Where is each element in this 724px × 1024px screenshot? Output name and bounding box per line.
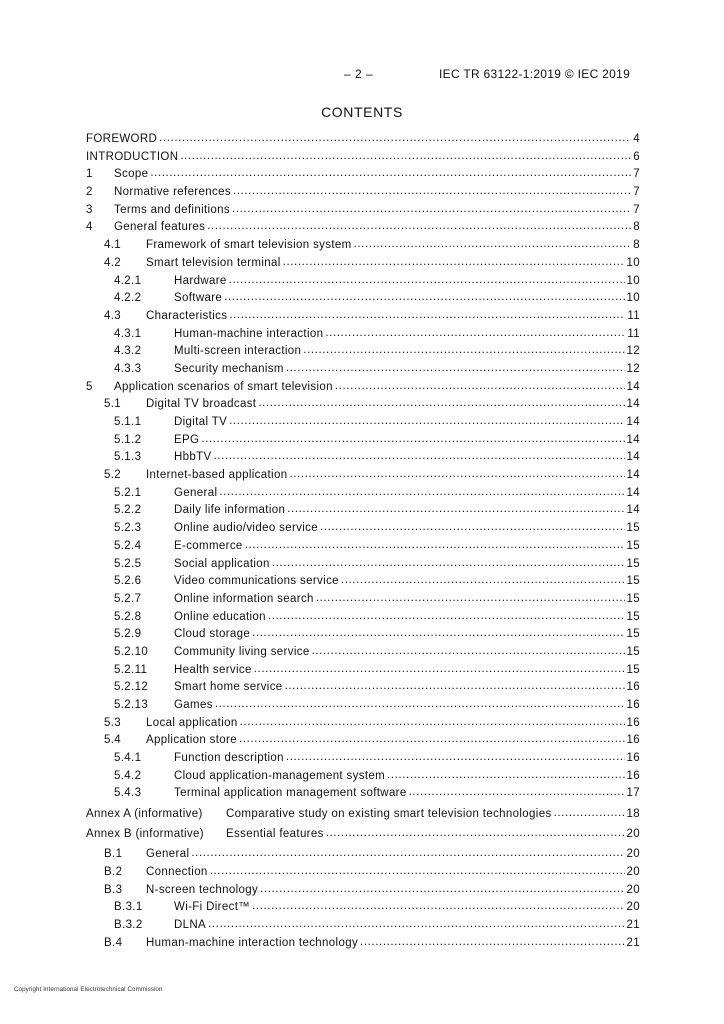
toc-entry-title: HbbTV: [174, 451, 212, 464]
toc-entry[interactable]: [86, 732, 640, 750]
toc-entry-title: Application scenarios of smart television: [114, 380, 333, 393]
dot-leader: [215, 696, 625, 714]
toc-entry-page: 15: [626, 663, 640, 676]
dot-leader: [326, 825, 625, 843]
toc-entry-title: Online audio/video service: [174, 522, 318, 535]
toc-entry-page: 21: [626, 919, 640, 932]
toc-entry-title: Software: [174, 292, 223, 305]
toc-entry[interactable]: [86, 131, 640, 149]
toc-entry-number: 4: [86, 221, 93, 234]
toc-entry-page: 12: [626, 345, 640, 358]
toc-entry[interactable]: [86, 846, 640, 864]
toc-entry[interactable]: [86, 697, 640, 715]
dot-leader: [219, 484, 624, 502]
dot-leader: [409, 784, 625, 802]
toc-entry-title: Human-machine interaction technology: [146, 936, 359, 949]
toc-entry[interactable]: [86, 273, 640, 291]
dot-leader: [268, 608, 625, 626]
dot-leader: [254, 661, 625, 679]
toc-entry-page: 15: [626, 610, 640, 623]
toc-entry-number: Annex A (informative): [86, 807, 203, 820]
dot-leader: [303, 342, 624, 360]
toc-entry-number: 4.3.3: [114, 362, 142, 375]
toc-entry-title: Social application: [174, 557, 270, 570]
dot-leader: [180, 148, 631, 166]
toc-entry-page: 11: [627, 327, 640, 340]
toc-entry-page: 15: [626, 645, 640, 658]
toc-entry-number: 5.2.11: [114, 663, 148, 676]
toc-entry[interactable]: [86, 255, 640, 273]
toc-entry[interactable]: [86, 432, 640, 450]
toc-entry[interactable]: [86, 768, 640, 786]
toc-entry-page: 18: [626, 807, 640, 820]
toc-entry-title: Framework of smart television system: [146, 239, 352, 252]
toc-entry-number: 5.2.5: [114, 557, 142, 570]
toc-entry-title: Community living service: [174, 645, 310, 658]
dot-leader: [286, 749, 625, 767]
dot-leader: [229, 307, 625, 325]
toc-entry-number: 5.2.1: [114, 486, 142, 499]
toc-entry-number: 5.4.2: [114, 769, 142, 782]
toc-entry-page: 17: [626, 787, 640, 800]
toc-entry-page: 14: [626, 504, 640, 517]
toc-entry[interactable]: [86, 166, 640, 184]
dot-leader: [201, 431, 624, 449]
toc-entry-title: Function description: [174, 752, 284, 765]
contents-heading: CONTENTS: [321, 104, 403, 120]
toc-entry[interactable]: [86, 502, 640, 520]
toc-entry-page: 20: [626, 865, 640, 878]
toc-entry[interactable]: [86, 219, 640, 237]
toc-entry-number: 3: [86, 203, 93, 216]
dot-leader: [312, 643, 625, 661]
toc-entry-title: Hardware: [174, 274, 227, 287]
toc-entry-page: 16: [626, 769, 640, 782]
toc-entry-number: B.1: [104, 848, 123, 861]
toc-entry-number: 5.3: [104, 716, 122, 729]
dot-leader: [232, 201, 631, 219]
toc-entry[interactable]: [86, 609, 640, 627]
toc-entry-number: B.3.2: [114, 919, 143, 932]
toc-entry-page: 15: [626, 575, 640, 588]
toc-entry[interactable]: [86, 361, 640, 379]
toc-entry-title: Daily life information: [174, 504, 286, 517]
toc-entry[interactable]: [86, 379, 640, 397]
toc-entry-number: 5.2.6: [114, 575, 142, 588]
toc-entry-title: Essential features: [226, 828, 324, 840]
toc-entry-number: 4.1: [104, 239, 122, 252]
toc-entry[interactable]: [86, 917, 640, 935]
toc-entry-title: General: [174, 486, 218, 499]
toc-entry[interactable]: [86, 626, 640, 644]
toc-entry-number: 4.3: [104, 309, 122, 322]
dot-leader: [224, 289, 624, 307]
toc-entry-page: 7: [633, 203, 640, 216]
toc-entry-number: 5.4: [104, 734, 122, 747]
toc-entry-title: FOREWORD: [86, 133, 158, 145]
toc-entry[interactable]: [86, 785, 640, 803]
toc-entry[interactable]: [86, 715, 640, 733]
dot-leader: [240, 714, 625, 732]
toc-entry-number: B.3: [104, 883, 123, 896]
dot-leader: [214, 448, 625, 466]
toc-entry-number: 4.2: [104, 256, 122, 269]
toc-entry-title: Local application: [146, 716, 238, 729]
toc-entry-page: 10: [626, 292, 640, 305]
dot-leader: [320, 519, 625, 537]
toc-entry-number: 5: [86, 380, 93, 393]
document-id: IEC TR 63122-1:2019 © IEC 2019: [439, 67, 631, 81]
toc-entry-number: 5.2.8: [114, 610, 142, 623]
toc-entry[interactable]: [86, 573, 640, 591]
dot-leader: [229, 272, 625, 290]
toc-entry-page: 12: [626, 362, 640, 375]
toc-entry-page: 20: [626, 828, 640, 840]
table-of-contents: [86, 131, 640, 952]
dot-leader: [335, 378, 625, 396]
toc-entry-number: 5.1.3: [114, 451, 142, 464]
toc-entry-number: 4.2.1: [114, 274, 142, 287]
toc-entry-page: 6: [633, 150, 640, 163]
toc-entry-number: 2: [86, 186, 93, 199]
toc-entry-page: 14: [626, 451, 640, 464]
toc-entry-number: 5.2.7: [114, 592, 142, 605]
toc-entry-number: 5.2.3: [114, 522, 142, 535]
toc-entry[interactable]: [86, 202, 640, 220]
toc-entry[interactable]: [86, 184, 640, 202]
toc-entry-title: Online education: [174, 610, 266, 623]
dot-leader: [289, 466, 624, 484]
toc-entry-title: Internet-based application: [146, 469, 288, 482]
dot-leader: [272, 555, 625, 573]
toc-entry[interactable]: [86, 556, 640, 574]
toc-entry-title: Cloud application-management system: [174, 769, 386, 782]
dot-leader: [360, 934, 624, 952]
toc-entry-page: 21: [626, 936, 640, 949]
toc-entry-number: 5.1: [104, 398, 122, 411]
toc-entry-title: Normative references: [114, 186, 231, 199]
toc-entry-title: Terms and definitions: [114, 203, 231, 216]
toc-entry-page: 20: [626, 848, 640, 861]
toc-entry-number: B.2: [104, 865, 123, 878]
toc-entry-number: 5.2.13: [114, 699, 149, 711]
toc-entry-page: 16: [626, 699, 640, 711]
toc-entry-page: 7: [633, 168, 640, 181]
toc-entry[interactable]: [86, 826, 640, 844]
dot-leader: [260, 881, 624, 899]
toc-entry-page: 11: [627, 309, 640, 322]
toc-entry-title: EPG: [174, 433, 200, 446]
toc-entry-number: B.3.1: [114, 901, 143, 914]
dot-leader: [252, 625, 624, 643]
toc-entry-title: Smart home service: [174, 681, 283, 694]
dot-leader: [283, 254, 625, 272]
dot-leader: [341, 572, 625, 590]
toc-entry[interactable]: [86, 662, 640, 680]
dot-leader: [159, 130, 631, 148]
toc-entry-page: 16: [626, 734, 640, 747]
dot-leader: [239, 731, 625, 749]
toc-entry-page: 16: [626, 752, 640, 765]
toc-entry-number: 5.2.12: [114, 681, 149, 694]
toc-entry-number: 1: [86, 168, 93, 181]
dot-leader: [191, 845, 624, 863]
toc-entry-page: 15: [626, 522, 640, 535]
toc-entry[interactable]: [86, 644, 640, 662]
toc-entry-number: 5.1.2: [114, 433, 142, 446]
toc-entry[interactable]: [86, 882, 640, 900]
toc-entry-title: Wi-Fi Direct™: [174, 901, 251, 914]
dot-leader: [258, 395, 624, 413]
page-number: – 2 –: [344, 67, 374, 81]
dot-leader: [252, 898, 624, 916]
toc-entry-title: Connection: [146, 865, 208, 878]
toc-entry[interactable]: [86, 396, 640, 414]
toc-entry[interactable]: [86, 591, 640, 609]
toc-entry-title: Games: [174, 699, 213, 711]
toc-entry-title: Comparative study on existing smart television technologies: [226, 807, 552, 820]
toc-entry[interactable]: [86, 343, 640, 361]
toc-entry-page: 20: [626, 901, 640, 914]
toc-entry[interactable]: [86, 935, 640, 953]
toc-entry[interactable]: [86, 467, 640, 485]
toc-entry-page: 15: [626, 539, 640, 552]
dot-leader: [285, 678, 625, 696]
toc-entry-number: B.4: [104, 936, 123, 949]
toc-entry-page: 14: [626, 486, 640, 499]
dot-leader: [554, 805, 625, 823]
toc-entry[interactable]: [86, 864, 640, 882]
toc-entry[interactable]: [86, 806, 640, 824]
toc-entry-number: 5.2.4: [114, 539, 142, 552]
dot-leader: [316, 590, 625, 608]
toc-entry-number: 5.4.1: [114, 752, 142, 765]
copyright-notice: Copyright International Electrotechnical Commission: [14, 986, 163, 993]
toc-entry[interactable]: [86, 237, 640, 255]
toc-entry-page: 10: [626, 256, 640, 269]
dot-leader: [229, 413, 624, 431]
toc-entry-page: 14: [626, 416, 640, 428]
dot-leader: [208, 916, 624, 934]
toc-entry-page: 10: [626, 274, 640, 287]
toc-entry-page: 14: [626, 433, 640, 446]
dot-leader: [210, 863, 625, 881]
toc-entry-title: Digital TV: [174, 416, 228, 428]
toc-entry-page: 15: [626, 592, 640, 605]
toc-entry[interactable]: [86, 414, 640, 432]
toc-entry[interactable]: [86, 485, 640, 503]
page-header: [0, 67, 724, 83]
toc-entry-number: 5.2.9: [114, 628, 142, 641]
dot-leader: [150, 165, 631, 183]
toc-entry-page: 20: [626, 883, 640, 896]
dot-leader: [245, 537, 625, 555]
toc-entry[interactable]: [86, 520, 640, 538]
toc-entry-page: 16: [626, 681, 640, 694]
dot-leader: [207, 218, 631, 236]
toc-entry[interactable]: [86, 290, 640, 308]
dot-leader: [287, 501, 624, 519]
toc-entry-page: 7: [633, 186, 640, 199]
toc-entry[interactable]: [86, 538, 640, 556]
toc-entry-number: 5.2: [104, 469, 122, 482]
toc-entry[interactable]: [86, 679, 640, 697]
toc-entry-title: Digital TV broadcast: [146, 398, 257, 411]
toc-entry-title: INTRODUCTION: [86, 150, 179, 163]
toc-entry-number: 4.3.1: [114, 327, 142, 340]
toc-entry-page: 14: [626, 469, 640, 482]
toc-entry[interactable]: [86, 750, 640, 768]
dot-leader: [354, 236, 632, 254]
toc-entry-number: 5.2.10: [114, 645, 149, 658]
toc-entry-number: 5.4.3: [114, 787, 142, 800]
dot-leader: [233, 183, 631, 201]
toc-entry-title: Human-machine interaction: [174, 327, 324, 340]
toc-entry-title: General features: [114, 221, 206, 234]
toc-entry-page: 15: [626, 628, 640, 641]
toc-entry-page: 8: [633, 239, 640, 252]
toc-entry-title: Health service: [174, 663, 252, 676]
toc-entry-title: Application store: [146, 734, 237, 747]
toc-entry[interactable]: [86, 449, 640, 467]
toc-entry-number: 5.2.2: [114, 504, 142, 517]
toc-entry-title: N-screen technology: [146, 883, 259, 896]
toc-entry-title: Terminal application management software: [174, 787, 407, 800]
toc-entry-number: Annex B (informative): [86, 828, 204, 840]
toc-entry-number: 4.2.2: [114, 292, 142, 305]
toc-entry[interactable]: [86, 899, 640, 917]
toc-entry-number: 5.1.1: [114, 416, 142, 428]
toc-entry-title: General: [146, 848, 190, 861]
toc-entry-page: 14: [626, 380, 640, 393]
dot-leader: [387, 767, 624, 785]
toc-entry-title: Smart television terminal: [146, 256, 281, 269]
toc-entry-number: 4.3.2: [114, 345, 142, 358]
toc-entry-title: DLNA: [174, 919, 207, 932]
toc-entry-page: 15: [626, 557, 640, 570]
dot-leader: [325, 325, 625, 343]
toc-entry[interactable]: [86, 308, 640, 326]
toc-entry-page: 14: [626, 398, 640, 411]
toc-entry-page: 16: [626, 716, 640, 729]
toc-entry-title: Characteristics: [146, 309, 228, 322]
toc-entry[interactable]: [86, 326, 640, 344]
toc-entry-title: E-commerce: [174, 539, 243, 552]
toc-entry-title: Multi-screen interaction: [174, 345, 302, 358]
toc-entry-page: 4: [633, 133, 640, 145]
toc-entry-page: 8: [633, 221, 640, 234]
toc-entry-title: Security mechanism: [174, 362, 284, 375]
dot-leader: [286, 360, 625, 378]
toc-entry-title: Scope: [114, 168, 149, 181]
toc-entry-title: Online information search: [174, 592, 314, 605]
toc-entry-title: Cloud storage: [174, 628, 251, 641]
toc-entry-title: Video communications service: [174, 575, 339, 588]
toc-entry[interactable]: [86, 149, 640, 167]
